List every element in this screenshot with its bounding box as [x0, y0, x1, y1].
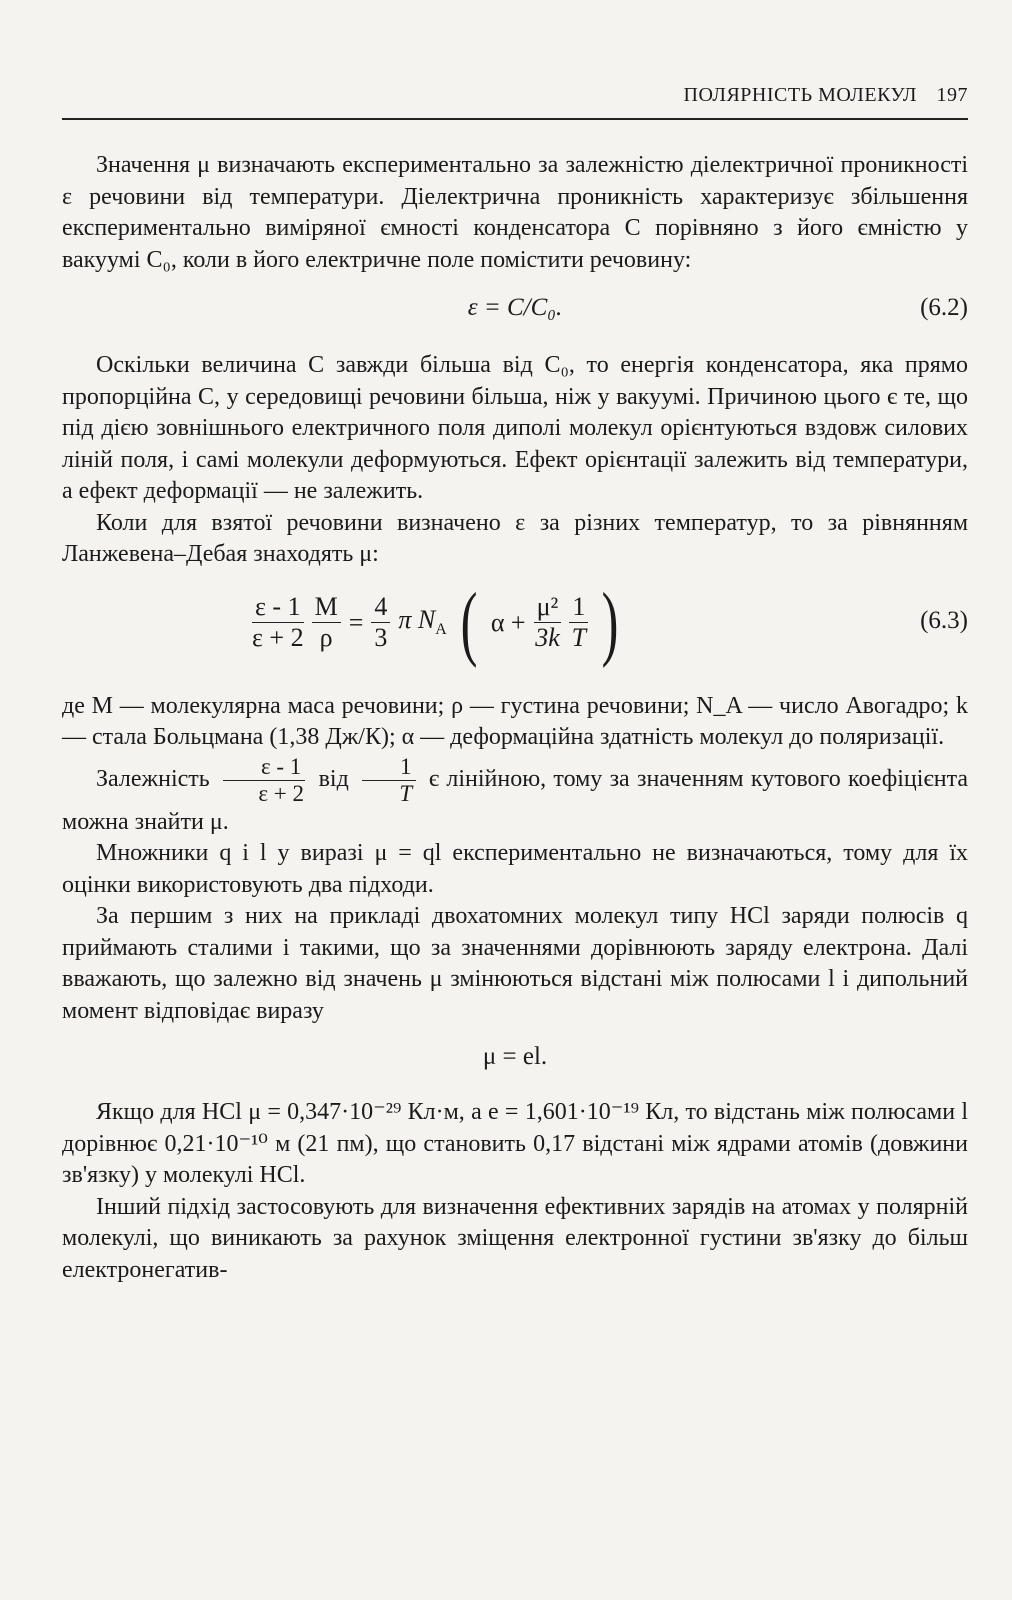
pi-avogadro [398, 605, 446, 639]
fraction-eps [252, 592, 304, 653]
paragraph-4: де M — молекулярна маса речовини; ρ — густина речовини; N_A — число Авогадро; k — стала Больцмана (1,38 Дж/К); α — деформаційна здатність молекул до поляризації. [62, 692, 968, 750]
fraction-numerator: 4 [371, 592, 390, 623]
equation-mu-formula: μ = el. [482, 1043, 548, 1070]
paragraph-5-mid: від [318, 765, 349, 792]
alpha-plus: α + [490, 607, 526, 637]
fraction-denominator: ρ [319, 623, 333, 652]
paragraph-2: Оскільки величина C завжди більша від C₀, то енергія конденсатора, яка прямо пропорційна C, у середовищі речовини більша, ніж у вакуумі. Причиною цього є те, що під дією зовнішнього електричного поля диполі молекул орієнтуються вздовж силових ліній поля, і самі молекули деформуються. Ефект орієнтації залежить від температури, а ефект деформації — не залежить. [62, 352, 968, 504]
inline-fraction-eps [223, 754, 305, 807]
fraction-numerator: 1 [569, 592, 588, 623]
fraction-numerator: M [312, 592, 341, 623]
fraction-denominator: ε + 2 [258, 780, 304, 806]
fraction-one-over-t [569, 592, 588, 653]
equals-sign: = [348, 607, 364, 637]
fraction-denominator: T [571, 623, 587, 652]
header-rule [62, 118, 968, 120]
fraction-m-rho [312, 592, 341, 653]
left-paren: ( [460, 575, 478, 669]
running-header [62, 84, 968, 107]
fraction-denominator: ε + 2 [252, 623, 304, 652]
page-number: 197 [936, 84, 968, 106]
avogadro-subscript: A [435, 621, 447, 639]
paragraph-8: Якщо для HCl μ = 0,347·10⁻²⁹ Кл·м, а e = 1,601·10⁻¹⁹ Кл, то відстань між полюсами l дорівнює 0,21·10⁻¹⁰ м (21 пм), що становить 0,17 відстані між ядрами атомів (довжини зв'язку) у молекулі HCl. [62, 1099, 968, 1188]
equation-6-2-formula: ε = C/C₀. [467, 294, 563, 321]
fraction-denominator: T [399, 780, 413, 806]
paragraph-7: За першим з них на прикладі двохатомних молекул типу HCl заряди полюсів q приймають сталими і такими, що за значеннями дорівнюють заряду електрона. Далі вважають, що залежно від значень μ змінюються відстані між полюсами l і дипольний момент відповідає виразу [62, 903, 968, 1024]
paragraph-6: Множники q і l у виразі μ = ql експериментально не визначаються, тому для їх оцінки використовують два підходи. [62, 840, 968, 898]
equation-6-2 [62, 276, 968, 350]
paragraph-5-start: Залежність [96, 765, 210, 792]
fraction-numerator: ε - 1 [252, 592, 304, 623]
right-paren: ) [601, 575, 619, 669]
header-title: ПОЛЯРНІСТЬ МОЛЕКУЛ [683, 84, 917, 106]
page-body [62, 150, 968, 1286]
fraction-four-thirds [371, 592, 390, 653]
inline-fraction-one-over-t [362, 754, 416, 807]
paragraph-1: Значення μ визначають експериментально за залежністю діелектричної проникності ε речовини від температури. Діелектрична проникність характеризує збільшення експериментально виміряної ємності конденсатора C порівняно з його ємністю у вакуумі C₀, коли в його електричне поле помістити речовину: [62, 152, 968, 273]
fraction-denominator: 3 [374, 623, 388, 652]
fraction-numerator: 1 [362, 754, 416, 781]
equation-mu [62, 1027, 968, 1097]
paragraph-3: Коли для взятої речовини визначено ε за різних температур, то за рівнянням Ланжевена–Дебая знаходять μ: [62, 509, 968, 567]
fraction-numerator: μ² [534, 592, 562, 623]
fraction-denominator: 3k [535, 623, 560, 652]
equation-6-2-number: (6.2) [920, 294, 968, 321]
paragraph-5-end: є лінійною, тому за значенням кутового коефіцієнта можна знайти μ. [62, 765, 969, 835]
fraction-mu-3k [534, 592, 562, 653]
equation-6-3 [62, 571, 968, 691]
paragraph-9: Інший підхід застосовують для визначення ефективних зарядів на атомах у полярній молекулі, що виникають за рахунок зміщення електронної густини зв'язку до більш електронегатив- [62, 1193, 968, 1283]
pi-n-symbol: π N [398, 605, 436, 635]
fraction-numerator: ε - 1 [223, 754, 305, 781]
paragraph-5 [62, 754, 968, 839]
equation-6-3-number: (6.3) [920, 606, 968, 634]
